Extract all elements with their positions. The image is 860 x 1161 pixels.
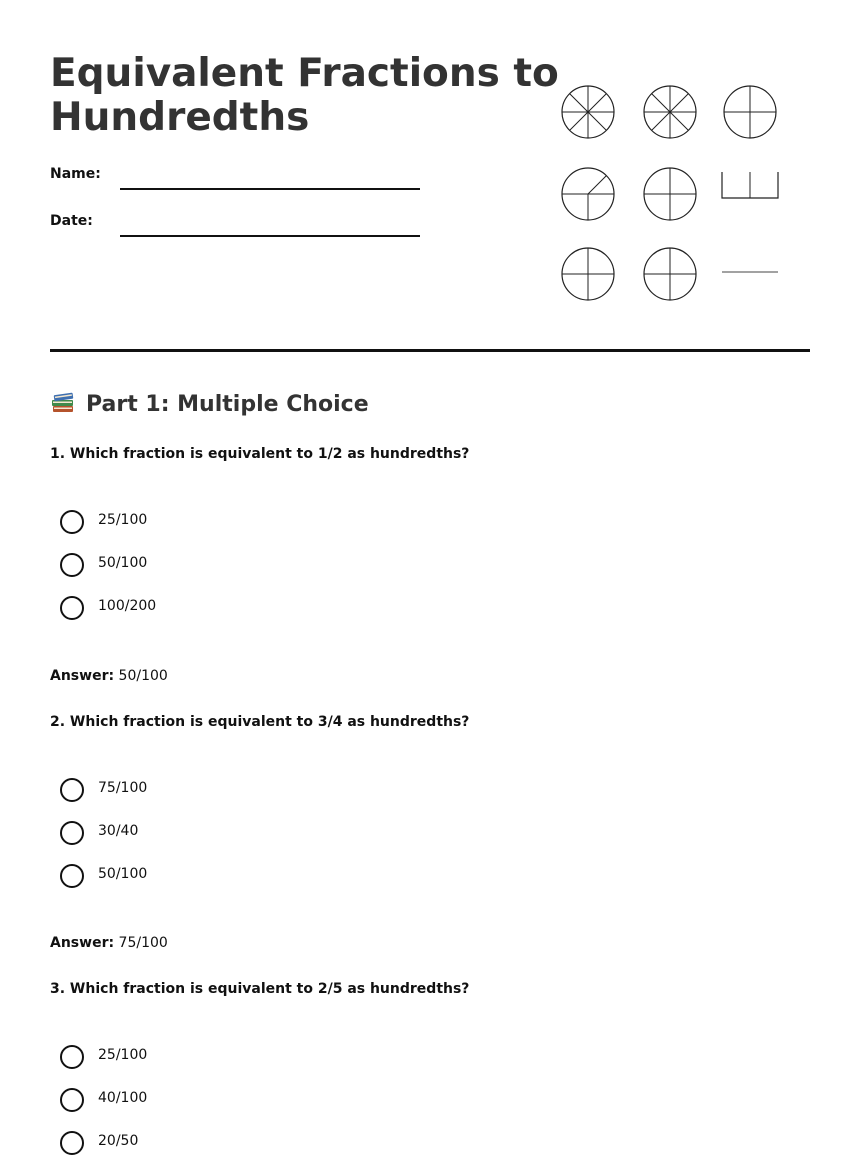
title-line-2: Hundredths [50, 95, 310, 140]
name-label: Name: [50, 166, 101, 182]
worksheet-header [50, 0, 810, 352]
answer-value: 50/100 [118, 668, 168, 684]
date-label: Date: [50, 213, 93, 229]
bracket-icon [720, 164, 780, 224]
circle-quarters-diagonal-icon [558, 164, 618, 224]
radio-button[interactable] [60, 596, 84, 620]
radio-button[interactable] [60, 510, 84, 534]
option-label: 30/40 [98, 823, 139, 839]
circle-eighths-icon [640, 82, 700, 142]
date-line[interactable] [120, 235, 420, 237]
option-label: 75/100 [98, 780, 148, 796]
option-label: 40/100 [98, 1090, 148, 1106]
radio-button[interactable] [60, 1088, 84, 1112]
radio-button[interactable] [60, 553, 84, 577]
option-label: 50/100 [98, 866, 148, 882]
question-text: 1. Which fraction is equivalent to 1/2 as hundredths? [50, 446, 470, 462]
name-field[interactable] [50, 166, 420, 190]
line-icon [720, 244, 780, 304]
answer-label: Answer: [50, 668, 115, 684]
radio-button[interactable] [60, 778, 84, 802]
worksheet-page [50, 0, 810, 1149]
circle-eighths-icon [558, 82, 618, 142]
option-label: 25/100 [98, 1047, 148, 1063]
books-icon [50, 389, 76, 415]
section-title [50, 389, 369, 420]
radio-button[interactable] [60, 1045, 84, 1069]
radio-button[interactable] [60, 864, 84, 888]
circle-quarters-icon [640, 244, 700, 304]
fraction-icons-grid [558, 82, 788, 304]
answer-value: 75/100 [118, 935, 168, 951]
option-label: 50/100 [98, 555, 148, 571]
title-line-1: Equivalent Fractions to [50, 51, 559, 96]
date-field[interactable] [50, 213, 420, 237]
worksheet-title [50, 52, 559, 140]
option-label: 20/50 [98, 1133, 139, 1149]
name-line[interactable] [120, 188, 420, 190]
answer-1 [50, 668, 168, 684]
radio-button[interactable] [60, 821, 84, 845]
question-text: 2. Which fraction is equivalent to 3/4 as hundredths? [50, 714, 470, 730]
answer-2 [50, 935, 168, 951]
answer-label: Answer: [50, 935, 115, 951]
option-label: 25/100 [98, 512, 148, 528]
question-text: 3. Which fraction is equivalent to 2/5 as hundredths? [50, 981, 470, 997]
section-title-text: Part 1: Multiple Choice [86, 392, 369, 417]
header-divider [50, 349, 810, 352]
circle-quarters-icon [640, 164, 700, 224]
radio-button[interactable] [60, 1131, 84, 1155]
circle-quarters-icon [558, 244, 618, 304]
option-label: 100/200 [98, 598, 157, 614]
circle-quarters-icon [720, 82, 780, 142]
